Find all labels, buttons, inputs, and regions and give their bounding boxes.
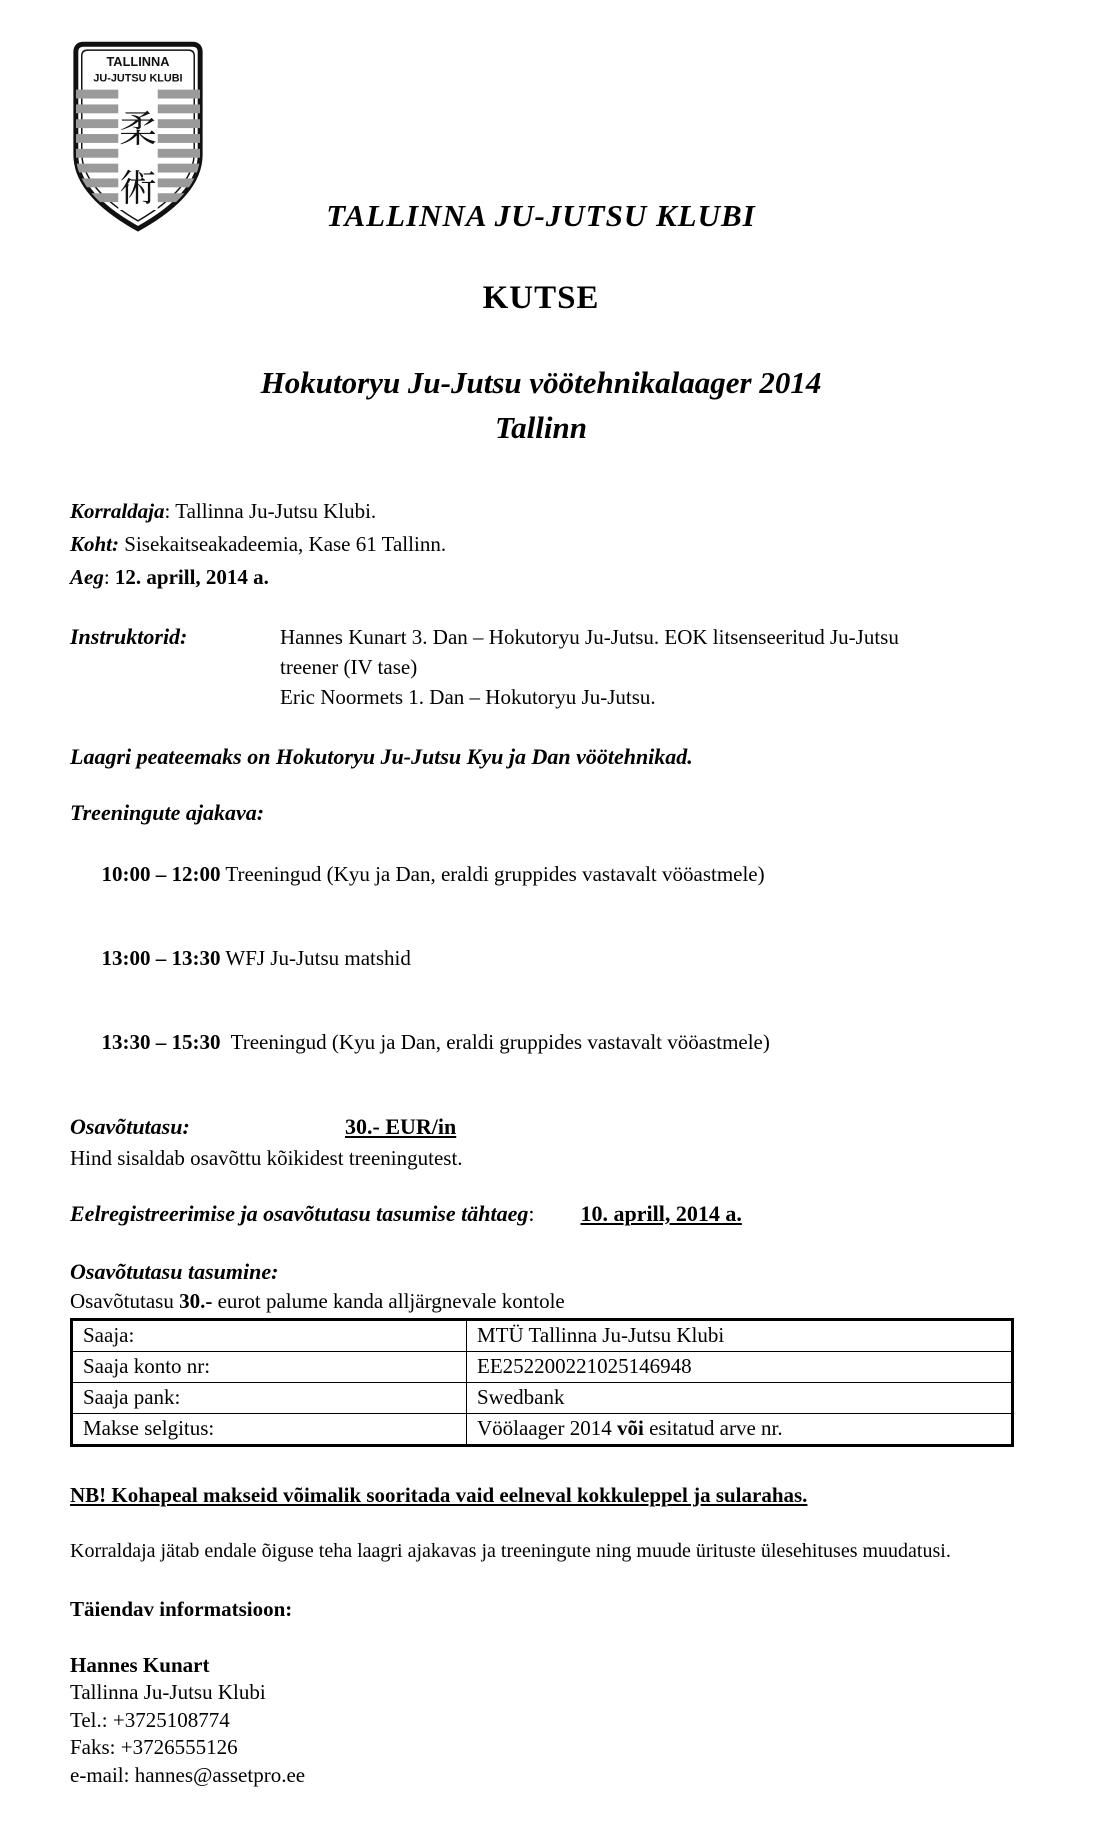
place-label: Koht: xyxy=(70,531,120,556)
fee-line xyxy=(70,1114,1012,1140)
date-line xyxy=(70,561,1012,594)
deadline-label: Eelregistreerimise ja osavõtutasu tasumise tähtaeg xyxy=(70,1200,529,1226)
payment-intro-pre: Osavõtutasu xyxy=(70,1288,180,1313)
instructors-list xyxy=(280,622,899,712)
bank-row-value: MTÜ Tallinna Ju-Jutsu Klubi xyxy=(467,1319,1013,1351)
fee-value: 30.- EUR/in xyxy=(345,1113,457,1139)
payment-intro-post: eurot palume kanda alljärgnevale kontole xyxy=(212,1288,565,1313)
contact-email: e-mail: hannes@assetpro.ee xyxy=(70,1762,306,1787)
instructors-label: Instruktorid: xyxy=(70,623,188,649)
contact-name: Hannes Kunart xyxy=(70,1652,210,1677)
organizer-label: Korraldaja xyxy=(70,498,165,523)
info-heading: Täiendav informatsioon: xyxy=(70,1596,293,1621)
doc-type-heading: KUTSE xyxy=(482,280,600,316)
schedule-time: 13:30 – 15:30 xyxy=(101,1029,221,1054)
contact-org: Tallinna Ju-Jutsu Klubi xyxy=(70,1680,266,1705)
logo-kanji-bottom: 術 xyxy=(119,166,157,211)
instructor-line: treener (IV tase) xyxy=(280,654,418,679)
camp-theme: Laagri peateemaks on Hokutoryu Ju-Jutsu Kyu ja Dan vöötehnikad. xyxy=(70,743,693,769)
logo-kanji-top: 柔 xyxy=(119,106,157,151)
table-row xyxy=(72,1382,1013,1413)
organizer-value: : Tallinna Ju-Jutsu Klubi. xyxy=(164,498,377,523)
payment-heading: Osavõtutasu tasumine: xyxy=(70,1258,279,1284)
deadline-colon: : xyxy=(528,1200,535,1226)
club-title: TALLINNA JU-JUTSU KLUBI xyxy=(326,198,756,233)
instructor-line: Hannes Kunart 3. Dan – Hokutoryu Ju-Jutsu. EOK litsenseeritud Ju-Jutsu xyxy=(280,624,899,649)
schedule-text: WFJ Ju-Jutsu matshid xyxy=(220,945,411,970)
event-details xyxy=(70,495,1012,594)
date-value: 12. aprill, 2014 a. xyxy=(114,564,269,589)
place-value: Sisekaitseakadeemia, Kase 61 Tallinn. xyxy=(119,531,447,556)
schedule-section xyxy=(70,800,1012,1084)
bank-row-label: Saaja pank: xyxy=(72,1382,467,1413)
bank-row-label: Saaja konto nr: xyxy=(72,1351,467,1382)
instructor-line: Eric Noormets 1. Dan – Hokutoryu Ju-Jutsu. xyxy=(280,684,656,709)
schedule-item xyxy=(70,1000,1012,1084)
schedule-time: 13:00 – 13:30 xyxy=(101,945,221,970)
payment-intro-amount: 30.- xyxy=(179,1288,213,1313)
bank-row-value: EE252200221025146948 xyxy=(467,1351,1013,1382)
deadline-value: 10. aprill, 2014 a. xyxy=(580,1200,742,1226)
schedule-text: Treeningud (Kyu ja Dan, eraldi gruppides vastavalt vööastmele) xyxy=(220,1029,770,1054)
schedule-item xyxy=(70,832,1012,916)
bank-details-table xyxy=(70,1318,1014,1447)
fee-section xyxy=(70,1114,1012,1171)
logo-bottom-text: JU-JUTSU KLUBI xyxy=(93,72,183,85)
table-row xyxy=(72,1413,1013,1445)
payment-note-pre: Vöölaager 2014 xyxy=(477,1415,617,1440)
schedule-time: 10:00 – 12:00 xyxy=(101,861,221,886)
payment-intro xyxy=(70,1289,1012,1314)
contact-fax: Faks: +3726555126 xyxy=(70,1735,238,1760)
bank-row-label: Makse selgitus: xyxy=(72,1413,467,1445)
table-row xyxy=(72,1319,1013,1351)
event-title-line1: Hokutoryu Ju-Jutsu vöötehnikalaager 2014 xyxy=(260,365,822,400)
event-title-line2: Tallinn xyxy=(495,409,587,445)
payment-note-post: esitatud arve nr. xyxy=(643,1415,783,1440)
bank-row-value: Swedbank xyxy=(467,1382,1013,1413)
club-logo xyxy=(64,38,212,236)
place-line xyxy=(70,528,1012,561)
instructors-section xyxy=(70,622,1012,712)
bank-row-value xyxy=(467,1413,1013,1445)
table-row xyxy=(72,1351,1013,1382)
organizer-line xyxy=(70,495,1012,528)
logo-top-text: TALLINNA xyxy=(106,53,170,69)
date-separator: : xyxy=(103,564,115,589)
deadline-line xyxy=(70,1201,1012,1227)
payment-section xyxy=(70,1259,1012,1447)
bank-row-label: Saaja: xyxy=(72,1319,467,1351)
contact-phone: Tel.: +3725108774 xyxy=(70,1707,230,1732)
fee-label: Osavõtutasu: xyxy=(70,1113,190,1139)
schedule-text: Treeningud (Kyu ja Dan, eraldi gruppides vastavalt vööastmele) xyxy=(220,861,765,886)
schedule-heading: Treeningute ajakava: xyxy=(70,799,265,825)
schedule-item xyxy=(70,916,1012,1000)
date-label: Aeg xyxy=(70,564,104,589)
disclaimer: Korraldaja jätab endale õiguse teha laagri ajakavas ja treeningute ning muude ürituste ülesehituses muudatusi. xyxy=(70,1539,951,1562)
fee-note: Hind sisaldab osavõttu kõikidest treeningutest. xyxy=(70,1145,463,1170)
nb-notice: NB! Kohapeal makseid võimalik sooritada vaid eelneval kokkuleppel ja sularahas. xyxy=(70,1482,808,1507)
payment-note-bold: või xyxy=(616,1415,644,1440)
contact-block xyxy=(70,1652,1012,1790)
event-title xyxy=(70,361,1012,451)
